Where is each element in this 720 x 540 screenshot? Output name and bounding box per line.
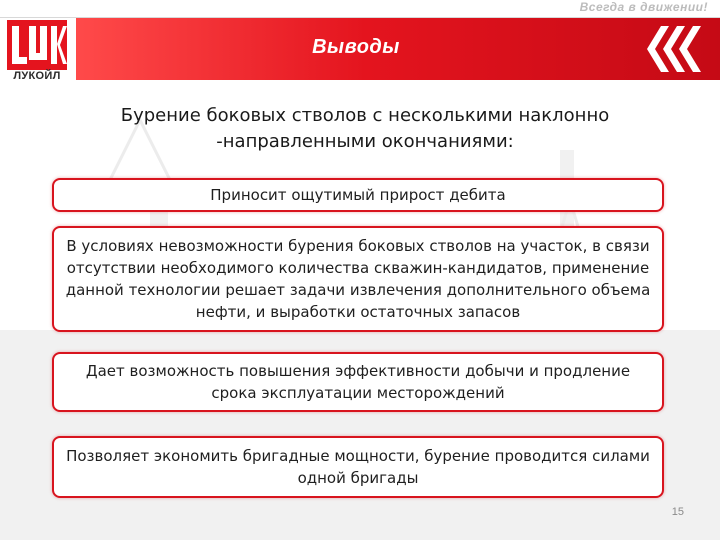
subtitle-line-2: -направленными окончаниями: <box>216 131 514 152</box>
conclusions-subtitle <box>60 103 670 155</box>
lukoil-logo-text: ЛУКОЙЛ <box>13 70 61 82</box>
conclusion-text-1: Приносит ощутимый прирост дебита <box>210 186 506 204</box>
slide-title: Выводы <box>312 36 400 58</box>
lukoil-logo-mark-icon <box>7 20 67 70</box>
subtitle-line-1: Бурение боковых стволов с несколькими наклонно <box>120 105 610 126</box>
conclusion-text-2: В условиях невозможности бурения боковых стволов на участок, в связи отсутствии необходимого количества скважин-кандидатов, применение данной технологии решает задачи извлечения дополнительного объема нефти, и выработки остаточных запасов <box>65 237 651 321</box>
conclusion-box-1 <box>52 178 664 212</box>
page-number: 15 <box>671 506 684 518</box>
lukoil-logo <box>4 18 70 88</box>
conclusion-text-3: Дает возможность повышения эффективности добычи и продление срока эксплуатации месторождений <box>85 362 631 402</box>
conclusion-box-4 <box>52 436 664 498</box>
conclusion-box-2 <box>52 226 664 332</box>
chevron-stripes-icon <box>641 22 713 76</box>
conclusion-box-3 <box>52 352 664 412</box>
conclusion-text-4: Позволяет экономить бригадные мощности, бурение проводится силами одной бригады <box>66 447 650 487</box>
company-slogan: Всегда в движении! <box>579 0 708 14</box>
header-band <box>76 18 720 80</box>
